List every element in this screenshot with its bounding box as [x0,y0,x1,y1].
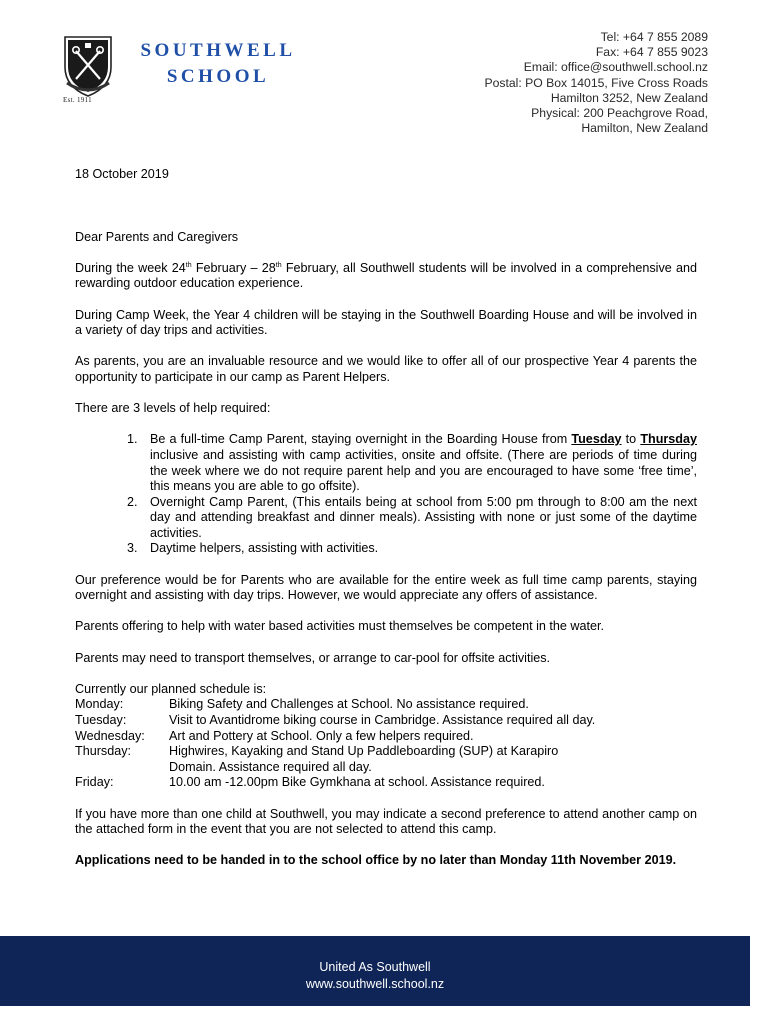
tuesday-emphasis: Tuesday [571,432,622,447]
contact-postal-line2: Hamilton 3252, New Zealand [550,90,708,105]
paragraph-parent-helpers: As parents, you are an invaluable resource and we would like to offer all of our prospective Year 4 parents the opportunity to participate in our camp as Parent Helpers. [75,354,697,384]
school-name-line1: SOUTHWELL [140,40,296,61]
contact-physical-line1: Physical: 200 Peachgrove Road, [531,106,708,121]
help-levels-list [75,432,697,557]
footer-banner [0,936,750,1006]
contact-tel: Tel: +64 7 855 2089 [600,30,708,44]
paragraph-boarding-house: During Camp Week, the Year 4 children will be staying in the Southwell Boarding House and will be involved in a variety of day trips and activities. [75,307,697,338]
footer-website-link[interactable]: www.southwell.school.nz [305,977,445,991]
letter-date: 18 October 2019 [75,167,169,181]
application-deadline: Applications need to be handed in to the school office by no later than Monday 11th November 2019. [75,853,677,868]
paragraph-levels-intro: There are 3 levels of help required: [75,401,271,416]
contact-postal-line1: Postal: PO Box 14015, Five Cross Roads [484,75,708,90]
schedule-row: Tuesday: Visit to Avantidrome biking course in Cambridge. Assistance required all day. [75,713,596,727]
schedule-row: Thursday: Highwires, Kayaking and Stand Up Paddleboarding (SUP) at Karapiro [75,744,559,759]
paragraph-camp-week-dates: During the week 24th February – 28th February, all Southwell students will be involved in a comprehensive and rewarding outdoor education experience. [75,260,698,291]
schedule-row: Wednesday: Art and Pottery at School. Only a few helpers required. [75,728,474,743]
school-name-line2: SCHOOL [166,66,270,87]
letter-greeting: Dear Parents and Caregivers [75,229,239,244]
paragraph-water-activities: Parents offering to help with water based activities must themselves be competent in the water. [75,619,604,634]
list-item: 1. Be a full-time Camp Parent, staying overnight in the Boarding House from Tuesday to Thursday inclusive and assisting with camp activities, onsite and offsite. (There are periods of time during the week where we do not require parent help and you are encouraged to have some ‘free time’, this means you are able to go offsite). [127,432,697,494]
contact-email: Email: office@southwell.school.nz [523,60,708,75]
schedule-row: Friday: 10.00 am -12.00pm Bike Gymkhana at school. Assistance required. [75,775,545,790]
list-item: 2. Overnight Camp Parent, (This entails being at school from 5:00 pm through to 8:00 am the next day and attending breakfast and dinner meals). Assisting with none or just some of the daytime activities. [127,494,697,540]
school-crest-logo [61,33,115,99]
schedule-intro: Currently our planned schedule is: [75,681,267,696]
school-name [118,38,318,90]
schedule [75,682,697,791]
contact-physical-line2: Hamilton, New Zealand [581,121,708,136]
contact-block [408,30,708,136]
contact-fax: Fax: +64 7 855 9023 [595,45,708,60]
footer-motto: United As Southwell [319,960,431,974]
list-item: 3. Daytime helpers, assisting with activities. [127,541,379,556]
thursday-emphasis: Thursday [640,432,697,447]
letter-body [75,167,697,869]
paragraph-transport: Parents may need to transport themselves, or arrange to car-pool for offsite activities. [75,650,551,665]
schedule-row: Domain. Assistance required all day. [169,759,372,774]
schedule-row: Monday: Biking Safety and Challenges at School. No assistance required. [75,697,529,712]
paragraph-second-preference: If you have more than one child at Southwell, you may indicate a second preference to attend another camp on the attached form in the event that you are not selected to attend this camp. [75,806,697,837]
established-year: Est. 1911 [63,96,92,104]
paragraph-preference: Our preference would be for Parents who are available for the entire week as full time camp parents, staying overnight and assisting with day trips. However, we would appreciate any offers of assistance. [75,572,697,603]
